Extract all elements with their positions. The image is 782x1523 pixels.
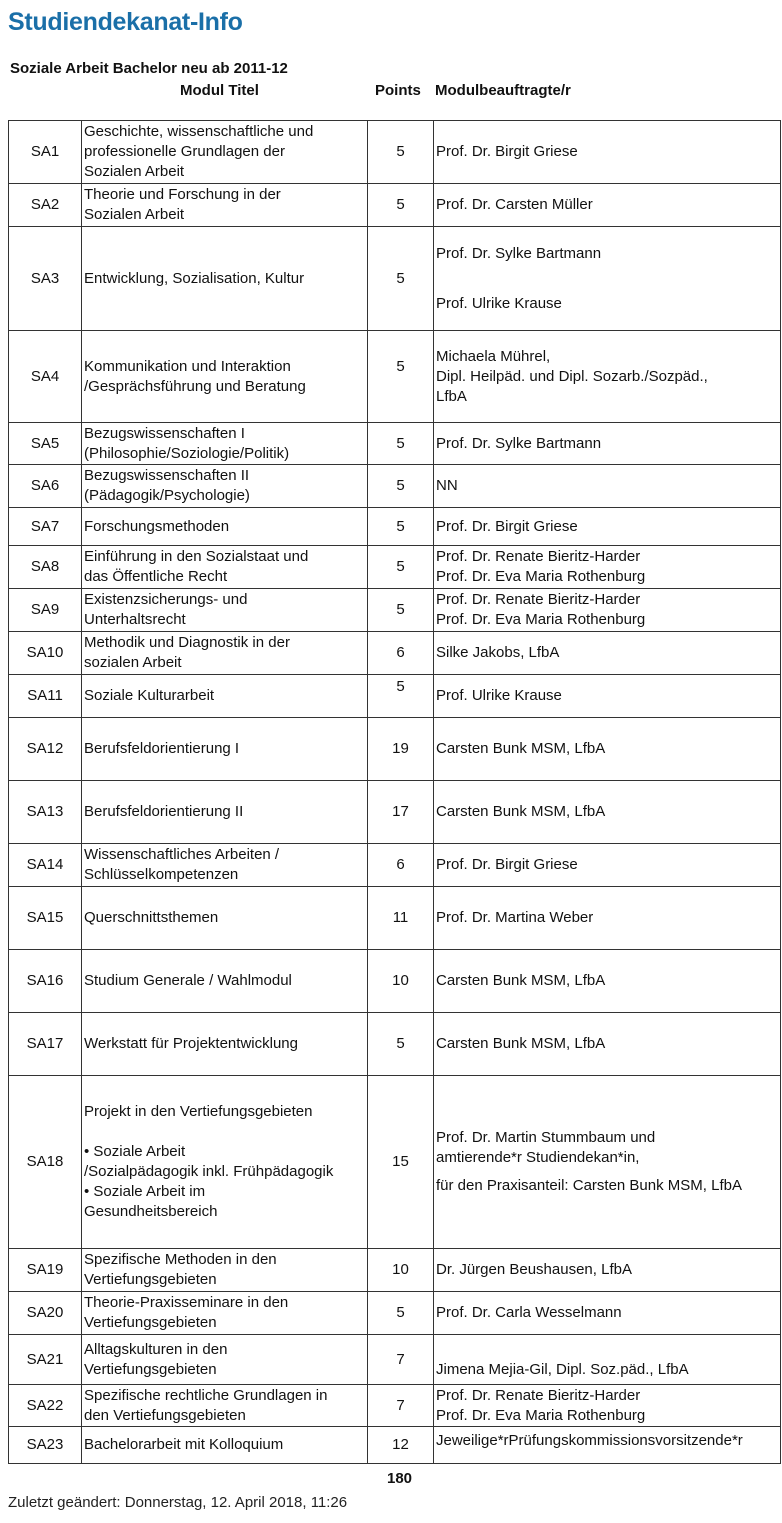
module-code: SA2 <box>9 184 82 227</box>
page-title: Studiendekanat-Info <box>8 8 243 36</box>
table-row <box>9 331 781 423</box>
module-title <box>82 1076 368 1249</box>
beauftragte-line: NN <box>436 477 458 494</box>
table-row <box>9 465 781 508</box>
table-subtitle: Soziale Arbeit Bachelor neu ab 2011-12 <box>10 60 288 77</box>
module-title-line: Sozialen Arbeit <box>84 163 185 180</box>
module-title <box>82 1249 368 1292</box>
module-points: 7 <box>368 1335 434 1385</box>
table-row <box>9 1385 781 1427</box>
beauftragte-line: Prof. Dr. Eva Maria Rothenburg <box>436 1406 646 1424</box>
module-beauftragte <box>434 184 781 227</box>
module-title <box>82 887 368 950</box>
module-title-line: Kommunikation und Interaktion <box>84 357 291 375</box>
module-beauftragte <box>434 887 781 950</box>
module-title <box>82 546 368 589</box>
module-title-line: sozialen Arbeit <box>84 654 182 671</box>
beauftragte-line: Dipl. Heilpäd. und Dipl. Sozarb./Sozpäd., <box>436 367 708 385</box>
module-beauftragte <box>434 675 781 718</box>
module-title <box>82 121 368 184</box>
module-points: 12 <box>368 1427 434 1464</box>
module-beauftragte <box>434 423 781 465</box>
module-code: SA9 <box>9 589 82 632</box>
table-row <box>9 844 781 887</box>
module-beauftragte <box>434 331 781 423</box>
beauftragte-line: Prof. Dr. Eva Maria Rothenburg <box>436 611 646 628</box>
module-title-line: • Soziale Arbeit <box>84 1143 186 1160</box>
module-points: 11 <box>368 887 434 950</box>
table-row <box>9 121 781 184</box>
module-title-line: Projekt in den Vertiefungsgebieten <box>84 1103 313 1120</box>
module-beauftragte <box>434 1427 781 1464</box>
total-points: 180 <box>387 1470 413 1487</box>
beauftragte-line: Prof. Dr. Renate Bieritz-Harder <box>436 548 641 565</box>
module-title <box>82 1292 368 1335</box>
module-points: 5 <box>368 184 434 227</box>
module-title <box>82 1427 368 1464</box>
module-title <box>82 1335 368 1385</box>
beauftragte-line: Prof. Dr. Martina Weber <box>436 909 594 926</box>
beauftragte-line: Prof. Dr. Martin Stummbaum und <box>436 1129 656 1146</box>
module-code: SA1 <box>9 121 82 184</box>
module-points: 10 <box>368 950 434 1013</box>
table-row <box>9 781 781 844</box>
module-code: SA11 <box>9 675 82 718</box>
beauftragte-line: Prof. Dr. Birgit Griese <box>436 856 578 873</box>
module-code: SA7 <box>9 508 82 546</box>
module-code: SA19 <box>9 1249 82 1292</box>
module-title <box>82 465 368 508</box>
module-points: 5 <box>368 1292 434 1335</box>
beauftragte-line: Prof. Dr. Carla Wesselmann <box>436 1304 622 1321</box>
module-beauftragte <box>434 589 781 632</box>
table-row <box>9 589 781 632</box>
table-row <box>9 675 781 718</box>
module-points: 5 <box>368 331 434 423</box>
module-code: SA3 <box>9 227 82 331</box>
column-header-modulbeauftragte: Modulbeauftragte/r <box>435 82 571 99</box>
column-header-modul-titel: Modul Titel <box>180 82 259 99</box>
beauftragte-line: LfbA <box>436 387 467 405</box>
module-title-line: Schlüsselkompetenzen <box>84 866 239 883</box>
module-title-line: Bachelorarbeit mit Kolloquium <box>84 1436 284 1453</box>
module-title-line: /Gesprächsführung und Beratung <box>84 377 306 395</box>
table-row <box>9 1013 781 1076</box>
module-title-line: Methodik und Diagnostik in der <box>84 634 290 651</box>
beauftragte-line: Carsten Bunk MSM, LfbA <box>436 803 606 820</box>
module-title-line: Vertiefungsgebieten <box>84 1314 217 1331</box>
beauftragte-line: Prof. Dr. Renate Bieritz-Harder <box>436 591 641 608</box>
module-code: SA14 <box>9 844 82 887</box>
module-title-line: Werkstatt für Projektentwicklung <box>84 1035 298 1052</box>
module-points: 17 <box>368 781 434 844</box>
module-title-line: • Soziale Arbeit im <box>84 1183 206 1200</box>
module-points: 5 <box>368 1013 434 1076</box>
beauftragte-line: Silke Jakobs, LfbA <box>436 644 560 661</box>
table-row <box>9 546 781 589</box>
module-title <box>82 508 368 546</box>
module-code: SA18 <box>9 1076 82 1249</box>
module-code: SA21 <box>9 1335 82 1385</box>
table-row <box>9 1335 781 1385</box>
beauftragte-line: Dr. Jürgen Beushausen, LfbA <box>436 1261 632 1278</box>
module-title-line: Forschungsmethoden <box>84 517 230 535</box>
module-title-line: Theorie-Praxisseminare in den <box>84 1294 289 1311</box>
module-points: 5 <box>368 423 434 465</box>
module-code: SA22 <box>9 1385 82 1427</box>
module-title-line: Studium Generale / Wahlmodul <box>84 972 292 989</box>
module-points: 5 <box>368 546 434 589</box>
table-row <box>9 423 781 465</box>
beauftragte-line: für den Praxisanteil: Carsten Bunk MSM, LfbA <box>436 1177 742 1194</box>
beauftragte-line: Prof. Dr. Eva Maria Rothenburg <box>436 568 646 585</box>
table-row <box>9 508 781 546</box>
module-title <box>82 950 368 1013</box>
module-title-line: Theorie und Forschung in der <box>84 186 281 203</box>
beauftragte-line: Carsten Bunk MSM, LfbA <box>436 972 606 989</box>
module-title-line: professionelle Grundlagen der <box>84 143 285 160</box>
table-row <box>9 718 781 781</box>
module-title-line: Vertiefungsgebieten <box>84 1271 217 1288</box>
module-title <box>82 589 368 632</box>
module-code: SA16 <box>9 950 82 1013</box>
module-beauftragte <box>434 718 781 781</box>
module-points: 5 <box>368 589 434 632</box>
beauftragte-line: Carsten Bunk MSM, LfbA <box>436 1035 606 1052</box>
module-title <box>82 781 368 844</box>
module-code: SA20 <box>9 1292 82 1335</box>
module-points: 5 <box>368 465 434 508</box>
module-points: 19 <box>368 718 434 781</box>
module-title-line: /Sozialpädagogik inkl. Frühpädagogik <box>84 1163 334 1180</box>
module-title-line: Berufsfeldorientierung II <box>84 803 244 820</box>
table-row <box>9 1249 781 1292</box>
module-beauftragte <box>434 465 781 508</box>
module-title <box>82 675 368 718</box>
beauftragte-line: Jeweilige*rPrüfungskommissionsvorsitzende*r <box>436 1432 743 1449</box>
module-beauftragte <box>434 1385 781 1427</box>
module-code: SA17 <box>9 1013 82 1076</box>
module-beauftragte <box>434 950 781 1013</box>
module-title <box>82 423 368 465</box>
module-title-line: Spezifische Methoden in den <box>84 1251 277 1268</box>
module-title-line: das Öffentliche Recht <box>84 568 228 585</box>
module-title-line: Einführung in den Sozialstaat und <box>84 548 309 565</box>
module-title <box>82 718 368 781</box>
beauftragte-line: Prof. Dr. Sylke Bartmann <box>436 434 602 452</box>
table-row <box>9 1076 781 1249</box>
module-title-line: Querschnittsthemen <box>84 909 219 926</box>
module-beauftragte <box>434 227 781 331</box>
module-title <box>82 227 368 331</box>
module-table <box>8 120 781 1464</box>
table-row <box>9 632 781 675</box>
module-points: 5 <box>368 121 434 184</box>
module-beauftragte <box>434 546 781 589</box>
module-points: 15 <box>368 1076 434 1249</box>
module-title-line: Berufsfeldorientierung I <box>84 740 240 757</box>
module-code: SA23 <box>9 1427 82 1464</box>
beauftragte-line: Prof. Dr. Carsten Müller <box>436 196 593 213</box>
module-points: 5 <box>368 227 434 331</box>
module-beauftragte <box>434 1249 781 1292</box>
module-points: 10 <box>368 1249 434 1292</box>
column-header-points: Points <box>375 82 421 99</box>
table-row <box>9 1427 781 1464</box>
module-code: SA12 <box>9 718 82 781</box>
beauftragte-line: Prof. Dr. Birgit Griese <box>436 143 578 160</box>
module-title-line: Unterhaltsrecht <box>84 611 186 628</box>
module-code: SA10 <box>9 632 82 675</box>
module-title-line: Sozialen Arbeit <box>84 206 185 223</box>
beauftragte-line: Michaela Mührel, <box>436 347 551 365</box>
module-title <box>82 844 368 887</box>
module-beauftragte <box>434 1292 781 1335</box>
module-title-line: Spezifische rechtliche Grundlagen in <box>84 1386 328 1404</box>
module-title <box>82 632 368 675</box>
module-title-line: Alltagskulturen in den <box>84 1340 228 1358</box>
module-points: 7 <box>368 1385 434 1427</box>
module-points: 6 <box>368 632 434 675</box>
module-title-line: Gesundheitsbereich <box>84 1203 218 1220</box>
module-points: 5 <box>368 508 434 546</box>
module-title-line: den Vertiefungsgebieten <box>84 1406 246 1424</box>
beauftragte-line: Prof. Dr. Sylke Bartmann <box>436 244 602 262</box>
module-title-line <box>84 1122 365 1142</box>
module-code: SA15 <box>9 887 82 950</box>
module-title <box>82 331 368 423</box>
module-title-line: Vertiefungsgebieten <box>84 1360 217 1378</box>
module-beauftragte <box>434 508 781 546</box>
module-beauftragte <box>434 121 781 184</box>
module-beauftragte <box>434 1335 781 1385</box>
module-title-line: Bezugswissenschaften I <box>84 424 245 442</box>
last-modified-footer: Zuletzt geändert: Donnerstag, 12. April 2018, 11:26 <box>8 1494 348 1511</box>
module-beauftragte <box>434 1013 781 1076</box>
table-row <box>9 887 781 950</box>
module-title-line: Existenzsicherungs- und <box>84 591 248 608</box>
module-code: SA8 <box>9 546 82 589</box>
table-row <box>9 950 781 1013</box>
beauftragte-line: Prof. Dr. Renate Bieritz-Harder <box>436 1386 641 1404</box>
module-beauftragte <box>434 1076 781 1249</box>
table-row <box>9 184 781 227</box>
beauftragte-line: amtierende*r Studiendekan*in, <box>436 1149 640 1166</box>
beauftragte-line: Prof. Ulrike Krause <box>436 687 562 704</box>
module-beauftragte <box>434 781 781 844</box>
module-title-line: Soziale Kulturarbeit <box>84 687 215 704</box>
module-beauftragte <box>434 632 781 675</box>
module-title-line: Entwicklung, Sozialisation, Kultur <box>84 269 305 287</box>
beauftragte-line: Prof. Dr. Birgit Griese <box>436 517 578 535</box>
module-title-line: (Pädagogik/Psychologie) <box>84 487 250 504</box>
beauftragte-line: Prof. Ulrike Krause <box>436 294 562 312</box>
module-points: 6 <box>368 844 434 887</box>
beauftragte-line: Carsten Bunk MSM, LfbA <box>436 740 606 757</box>
module-title-line: Wissenschaftliches Arbeiten / <box>84 846 280 863</box>
table-row <box>9 227 781 331</box>
module-code: SA4 <box>9 331 82 423</box>
module-title-line: (Philosophie/Soziologie/Politik) <box>84 444 290 462</box>
module-title <box>82 1385 368 1427</box>
module-title <box>82 184 368 227</box>
module-beauftragte <box>434 844 781 887</box>
module-title <box>82 1013 368 1076</box>
table-row <box>9 1292 781 1335</box>
module-title-line: Bezugswissenschaften II <box>84 467 250 484</box>
module-code: SA13 <box>9 781 82 844</box>
module-code: SA5 <box>9 423 82 465</box>
module-title-line: Geschichte, wissenschaftliche und <box>84 123 314 140</box>
beauftragte-line: Jimena Mejia-Gil, Dipl. Soz.päd., LfbA <box>436 1361 689 1378</box>
module-points: 5 <box>368 675 434 718</box>
module-code: SA6 <box>9 465 82 508</box>
